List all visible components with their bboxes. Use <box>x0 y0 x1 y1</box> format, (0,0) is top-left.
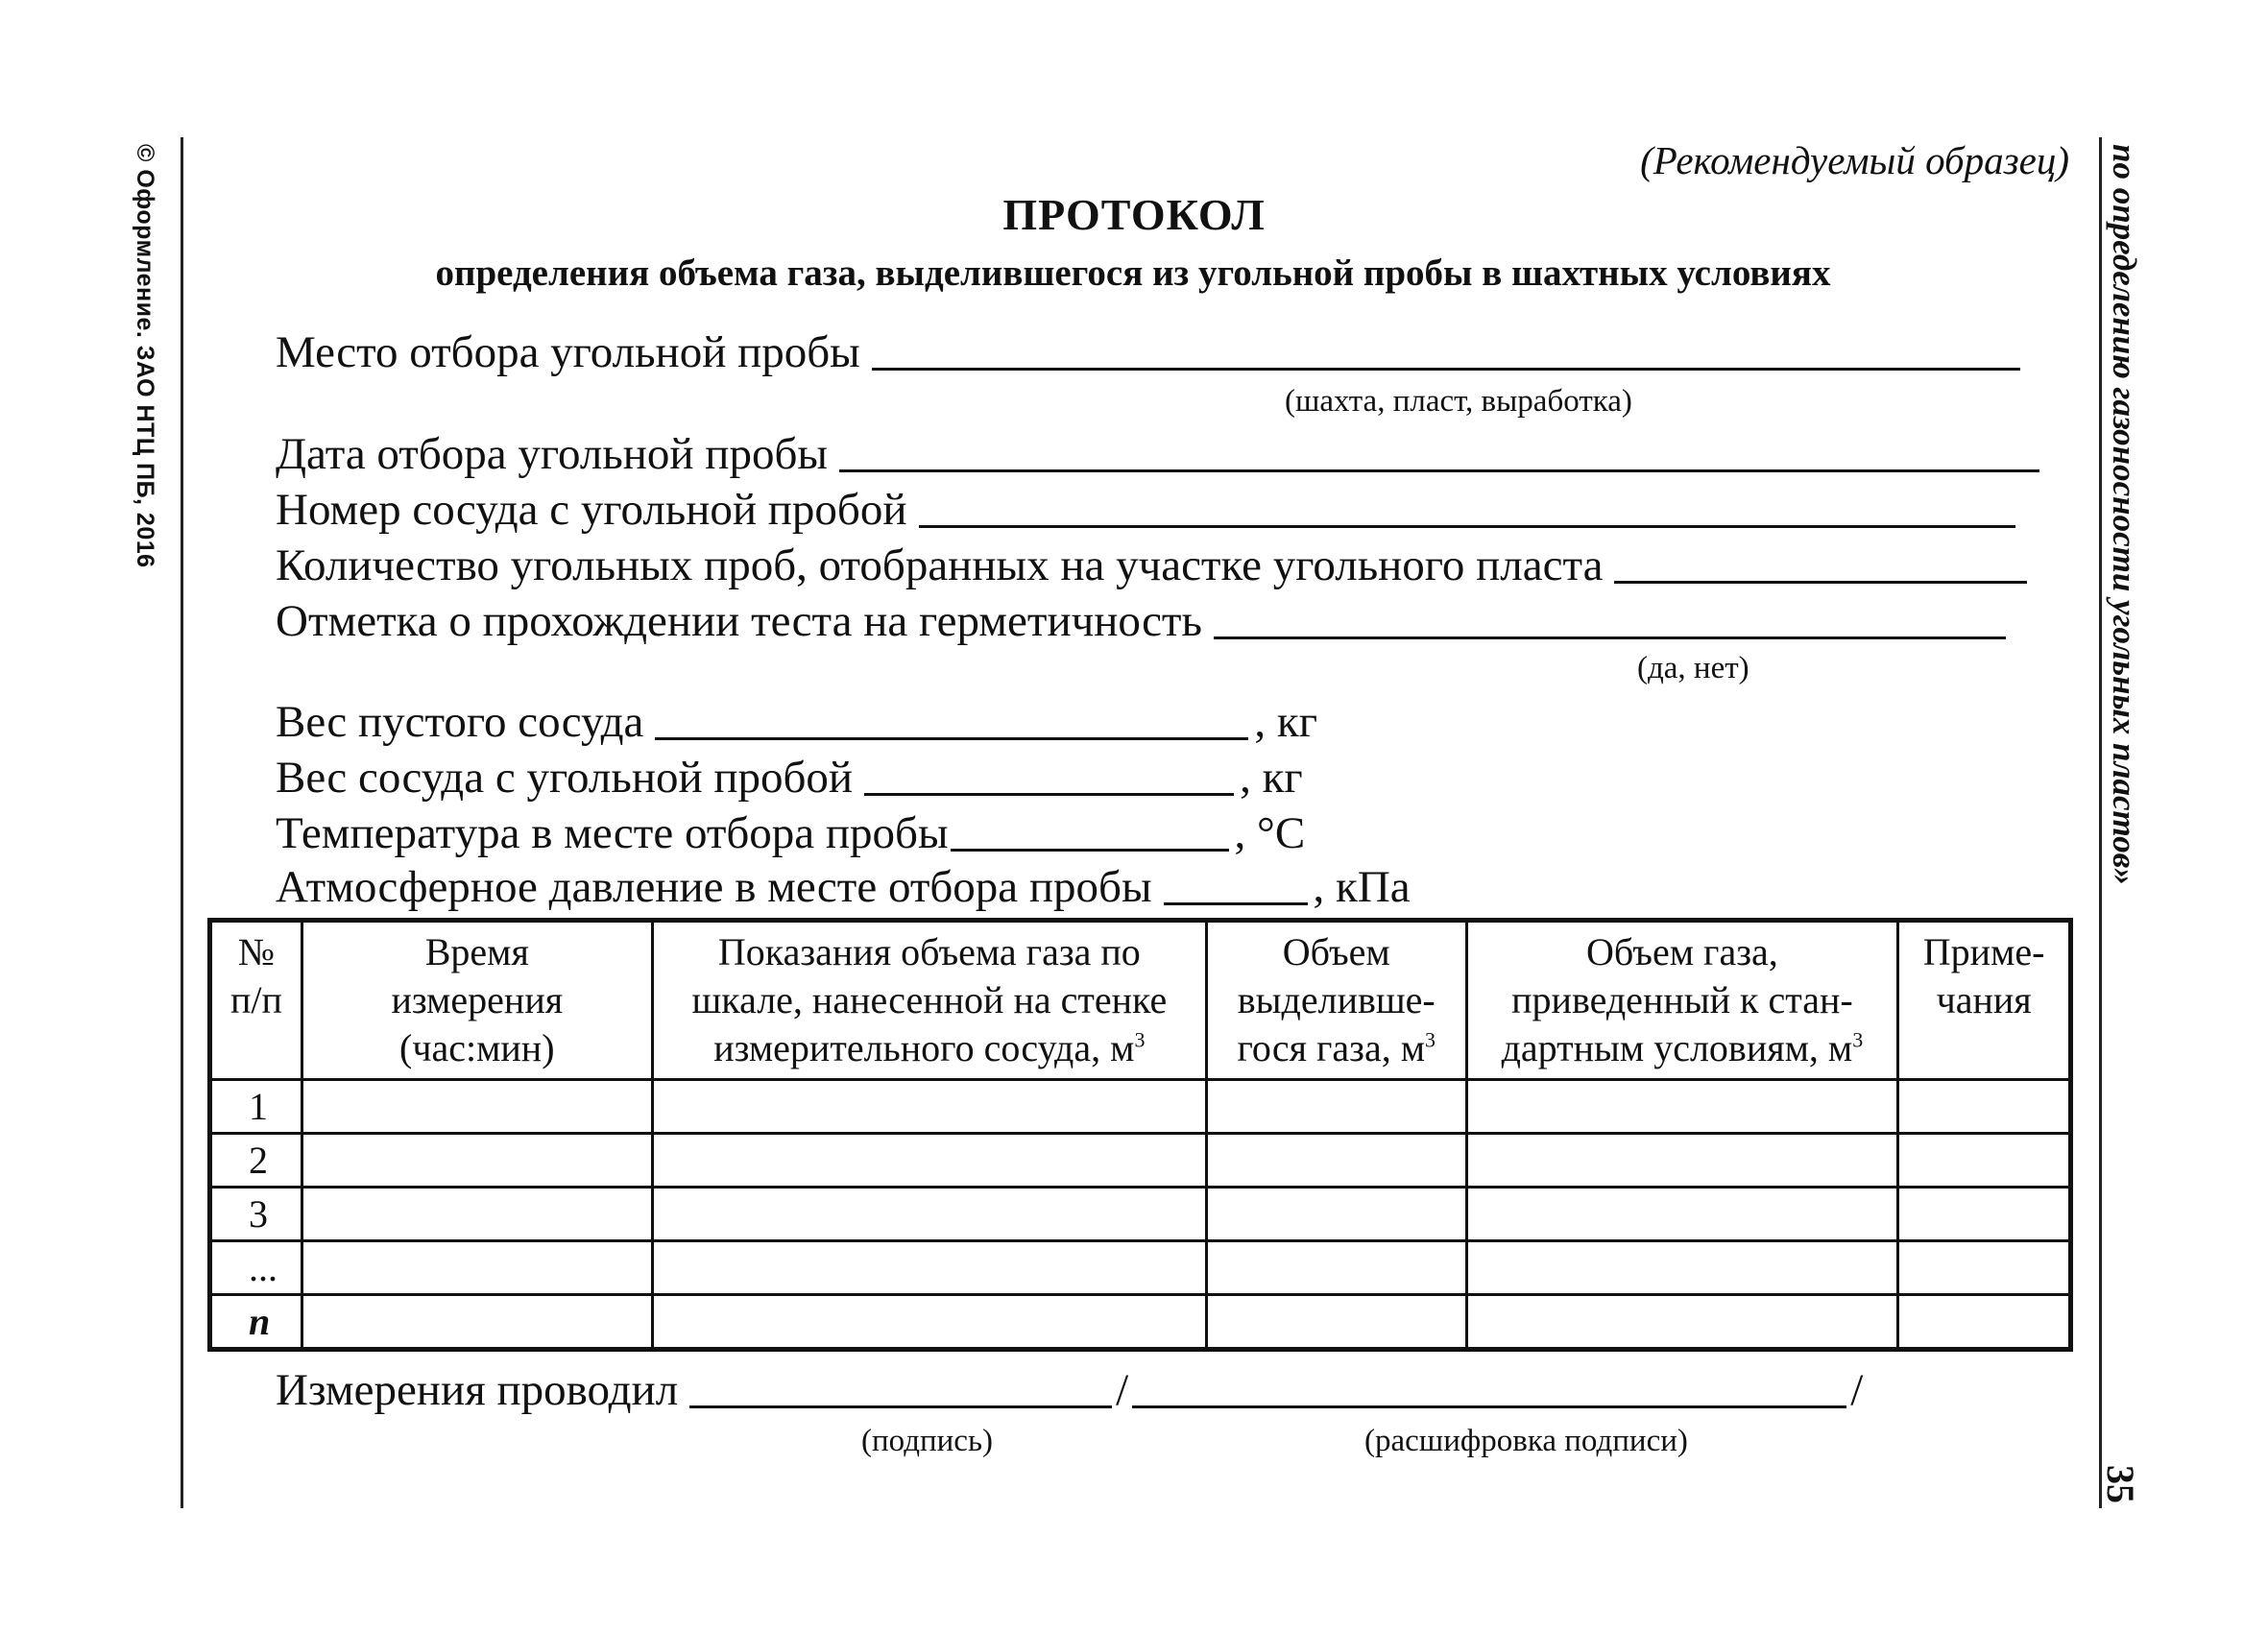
field-tightness-blank[interactable] <box>1214 627 2006 639</box>
signature-hint: (подпись) <box>861 1424 993 1458</box>
field-tightness <box>276 595 2006 647</box>
col-header-time: Время измерения (час:мин) <box>302 921 652 1080</box>
field-date <box>276 428 2039 480</box>
signature-slash-end: / <box>1850 1365 1864 1415</box>
cell-time[interactable] <box>302 1295 652 1350</box>
field-tightness-label: Отметка о прохождении теста на герметичность <box>276 596 1202 646</box>
cell-notes[interactable] <box>1898 1134 2071 1188</box>
cell-notes[interactable] <box>1898 1188 2071 1241</box>
col-header-scale-reading: Показания объема газа по шкале, нанесенной на стенке измерительного сосуда, $м^3$ <box>652 921 1206 1080</box>
field-empty-weight <box>276 696 1317 748</box>
table-row <box>210 1080 2071 1134</box>
field-temperature-unit: , °С <box>1234 808 1306 858</box>
field-temperature <box>276 807 1305 859</box>
signature-label: Измерения проводил <box>276 1365 679 1415</box>
field-sample-count-blank[interactable] <box>1614 571 2027 584</box>
cell-standard-volume[interactable] <box>1466 1188 1898 1241</box>
field-vessel-number <box>276 484 2015 536</box>
cell-scale-reading[interactable] <box>652 1134 1206 1188</box>
field-full-weight-blank[interactable] <box>864 783 1234 796</box>
document-title: ПРОТОКОЛ <box>1002 190 1266 239</box>
copyright-note: © Оформление. ЗАО НТЦ ПБ, 2016 <box>132 144 158 568</box>
field-date-blank[interactable] <box>839 460 2039 472</box>
right-margin-rule <box>2099 137 2102 1508</box>
measurement-table <box>207 918 2073 1352</box>
field-full-weight <box>276 752 1303 804</box>
row-number: ... <box>210 1241 302 1295</box>
col-header-notes: Приме- чания <box>1898 921 2071 1080</box>
place-hint: (шахта, пласт, выработка) <box>1285 384 1632 419</box>
field-empty-weight-unit: , кг <box>1254 697 1317 747</box>
col-header-released-volume: Объем выделивше- гося газа, $м^3$ <box>1206 921 1466 1080</box>
table-header-row <box>210 921 2071 1080</box>
cell-scale-reading[interactable] <box>652 1080 1206 1134</box>
field-vessel-number-blank[interactable] <box>919 516 2015 528</box>
field-full-weight-unit: , кг <box>1240 753 1303 803</box>
table-row <box>210 1295 2071 1350</box>
table-row <box>210 1134 2071 1188</box>
row-number: 1 <box>210 1080 302 1134</box>
row-number: 2 <box>210 1134 302 1188</box>
col-header-standard-volume: Объем газа, приведенный к стан- дартным условиям, $м^3$ <box>1466 921 1898 1080</box>
field-pressure <box>276 861 1411 913</box>
cell-notes[interactable] <box>1898 1080 2071 1134</box>
field-place-label: Место отбора угольной пробы <box>276 327 860 377</box>
field-empty-weight-label: Вес пустого сосуда <box>276 697 644 747</box>
field-date-label: Дата отбора угольной пробы <box>276 429 828 479</box>
cell-time[interactable] <box>302 1080 652 1134</box>
field-temperature-blank[interactable] <box>951 839 1229 852</box>
field-empty-weight-blank[interactable] <box>655 728 1248 740</box>
cell-scale-reading[interactable] <box>652 1295 1206 1350</box>
signature-slash: / <box>1116 1365 1129 1415</box>
field-sample-count-label: Количество угольных проб, отобранных на участке угольного пласта <box>276 540 1604 590</box>
field-temperature-label: Температура в месте отбора пробы <box>276 808 949 858</box>
cell-time[interactable] <box>302 1241 652 1295</box>
field-pressure-label: Атмосферное давление в месте отбора пробы <box>276 862 1152 912</box>
cell-standard-volume[interactable] <box>1466 1080 1898 1134</box>
row-number: n <box>210 1295 302 1350</box>
field-pressure-unit: , кПа <box>1313 862 1411 912</box>
field-vessel-number-label: Номер сосуда с угольной пробой <box>276 485 907 535</box>
field-full-weight-label: Вес сосуда с угольной пробой <box>276 753 854 803</box>
cell-standard-volume[interactable] <box>1466 1241 1898 1295</box>
signature-decode-hint: (расшифровка подписи) <box>1364 1424 1688 1458</box>
cell-released-volume[interactable] <box>1206 1295 1466 1350</box>
tightness-hint: (да, нет) <box>1637 651 1749 685</box>
running-title: по определению газоносности угольных пластов» <box>2106 144 2143 885</box>
page-number: 35 <box>2099 1465 2142 1503</box>
recommended-sample-note: (Рекомендуемый образец) <box>1640 138 2069 182</box>
cell-released-volume[interactable] <box>1206 1134 1466 1188</box>
col-header-number: № п/п <box>210 921 302 1080</box>
left-margin-rule <box>181 137 183 1508</box>
cell-standard-volume[interactable] <box>1466 1134 1898 1188</box>
cell-notes[interactable] <box>1898 1241 2071 1295</box>
cell-notes[interactable] <box>1898 1295 2071 1350</box>
signature-blank[interactable] <box>689 1396 1112 1408</box>
row-number: 3 <box>210 1188 302 1241</box>
document-subtitle: определения объема газа, выделившегося из угольной пробы в шахтных условиях <box>435 252 1831 294</box>
cell-time[interactable] <box>302 1188 652 1241</box>
field-pressure-blank[interactable] <box>1164 893 1308 905</box>
signature-line <box>276 1364 1867 1416</box>
table-row <box>210 1241 2071 1295</box>
cell-scale-reading[interactable] <box>652 1241 1206 1295</box>
signature-decode-blank[interactable] <box>1132 1396 1846 1408</box>
cell-released-volume[interactable] <box>1206 1241 1466 1295</box>
cell-released-volume[interactable] <box>1206 1188 1466 1241</box>
cell-standard-volume[interactable] <box>1466 1295 1898 1350</box>
cell-scale-reading[interactable] <box>652 1188 1206 1241</box>
cell-released-volume[interactable] <box>1206 1080 1466 1134</box>
field-place-blank[interactable] <box>872 358 2020 371</box>
table-row <box>210 1188 2071 1241</box>
cell-time[interactable] <box>302 1134 652 1188</box>
field-place <box>276 326 2020 378</box>
field-sample-count <box>276 540 2027 591</box>
